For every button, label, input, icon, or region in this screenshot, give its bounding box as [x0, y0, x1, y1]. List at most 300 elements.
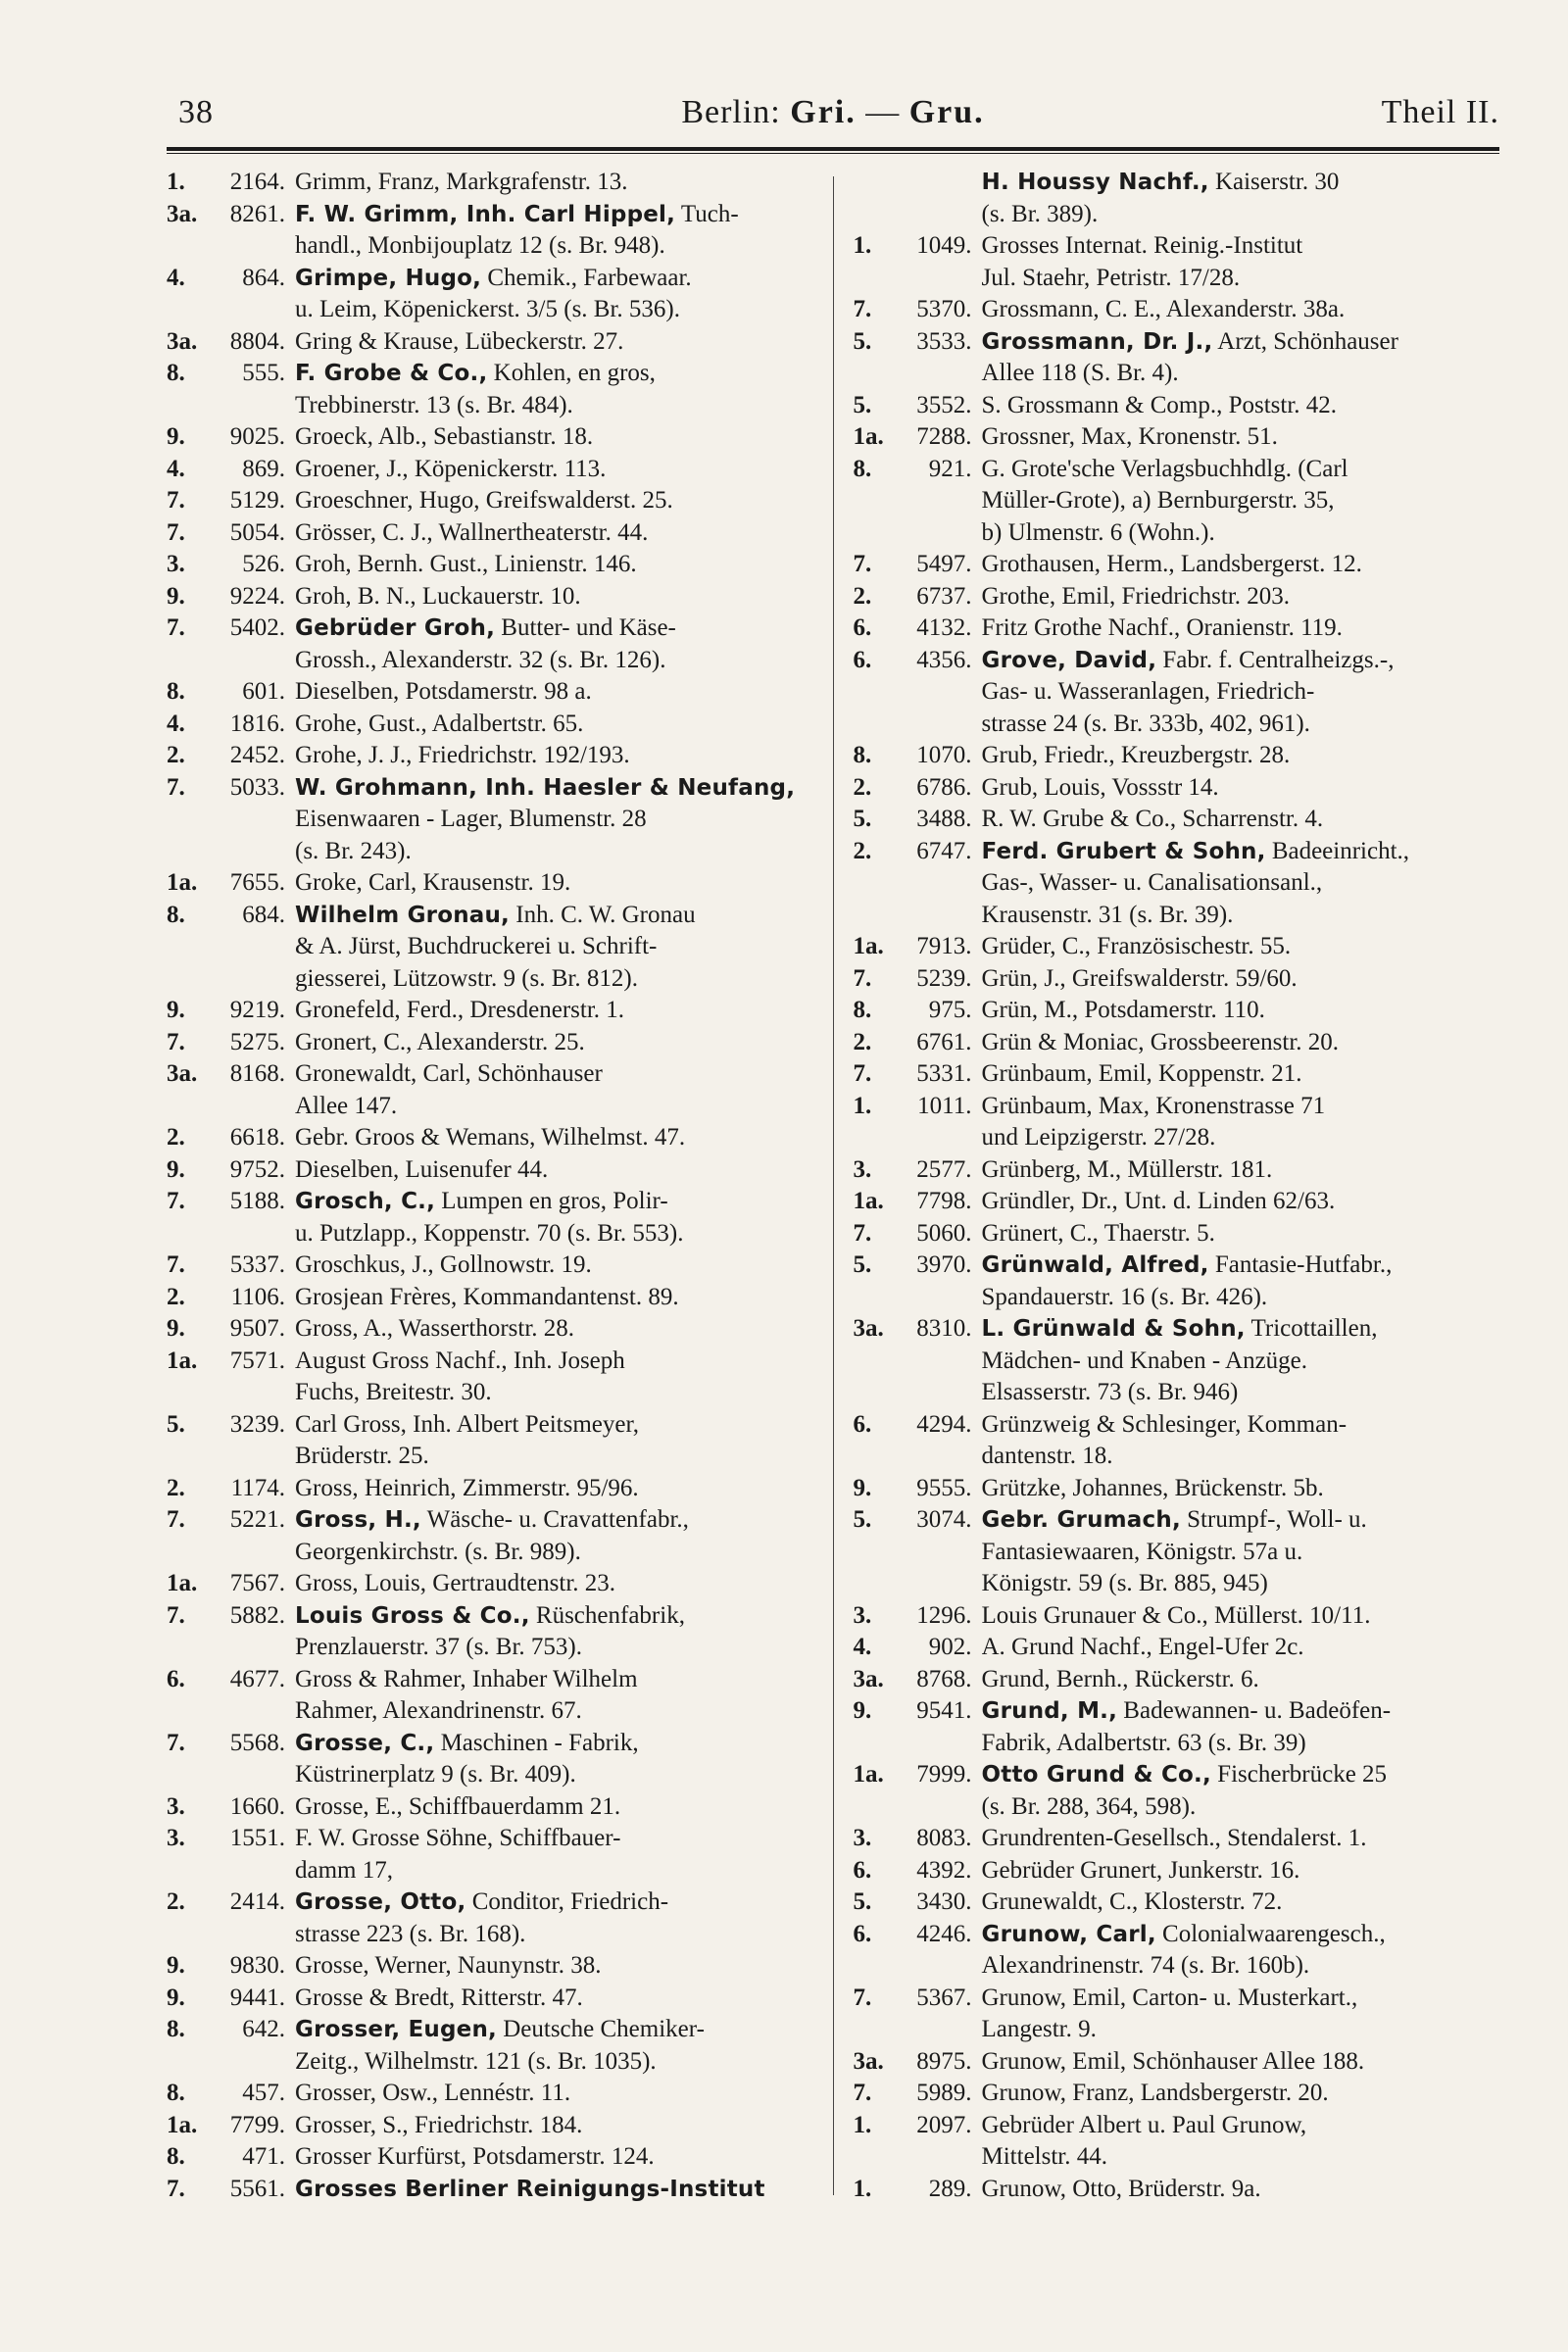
entry-text — [982, 1632, 1500, 1664]
entry-line: Gronert, C., Alexanderstr. 25. — [295, 1028, 585, 1055]
firm-name: H. Houssy Nachf., — [981, 170, 1209, 195]
entry-line: Gross, Heinrich, Zimmerstr. 95/96. — [295, 1474, 639, 1501]
directory-entry — [167, 1473, 813, 1505]
entry-continuation: Eisenwaaren - Lager, Blumenstr. 28 — [295, 806, 647, 832]
directory-entry — [854, 1218, 1500, 1250]
district-number: 3a. — [167, 327, 198, 355]
firm-name: F. W. Grimm, Inh. Carl Hippel, — [295, 201, 676, 227]
phone-number: 1106. — [230, 1283, 285, 1310]
entry-line: Gross, A., Wasserthorstr. 28. — [295, 1315, 575, 1342]
entry-text — [295, 1728, 813, 1760]
running-title — [167, 94, 1499, 131]
entry-line: Grün, J., Greifswalderstr. 59/60. — [981, 964, 1298, 992]
entry-first-line — [854, 995, 1500, 1027]
entry-first-line — [167, 1568, 813, 1600]
entry-text — [295, 199, 813, 231]
directory-entry — [854, 326, 1500, 390]
entry-text — [982, 1886, 1500, 1919]
phone-number: 7655. — [229, 869, 285, 896]
entry-line: Grunow, Emil, Carton- u. Musterkart., — [981, 1984, 1358, 2011]
entry-line: Groschkus, J., Gollnowstr. 19. — [295, 1251, 592, 1278]
entry-line: F. W. Grosse Söhne, Schiffbauer- — [295, 1825, 621, 1851]
entry-first-line — [854, 1250, 1500, 1282]
directory-entry — [167, 1186, 813, 1250]
entry-line: Gebrüder Albert u. Paul Grunow, — [981, 2111, 1307, 2138]
directory-entry — [167, 517, 813, 550]
phone-number: 2097. — [916, 2111, 972, 2138]
phone-number: 5188. — [229, 1188, 285, 1214]
entry-first-line — [167, 772, 813, 805]
directory-entry — [854, 804, 1500, 836]
entry-line: Grunow, Emil, Schönhauser Allee 188. — [981, 2047, 1365, 2075]
entry-first-line — [167, 867, 813, 900]
directory-entry — [167, 2141, 813, 2174]
district-number: 1. — [853, 2175, 872, 2202]
phone-number: 8168. — [229, 1060, 285, 1087]
directory-entry — [167, 995, 813, 1027]
header-rule — [167, 147, 1499, 151]
district-number: 9. — [167, 423, 185, 450]
entry-text — [295, 1473, 813, 1505]
entry-continuation: Zeitg., Wilhelmstr. 121 (s. Br. 1035). — [295, 2047, 657, 2075]
entry-first-line — [167, 1504, 813, 1537]
district-number: 9. — [167, 582, 185, 610]
entry-text — [982, 931, 1500, 963]
entry-text — [295, 421, 813, 454]
entry-text — [982, 2174, 1500, 2206]
directory-entry — [167, 1728, 813, 1791]
phone-number: 601. — [242, 678, 285, 705]
district-number: 8. — [167, 678, 185, 705]
volume-label: Theil II. — [1381, 94, 1499, 130]
directory-entry — [854, 2174, 1500, 2206]
phone-number: 6761. — [916, 1028, 972, 1055]
entry-text — [295, 1346, 813, 1378]
directory-entry — [167, 326, 813, 359]
entry-text — [295, 740, 813, 772]
directory-entry — [854, 1091, 1500, 1154]
directory-entry — [167, 1504, 813, 1568]
entry-text — [295, 2174, 813, 2206]
range-dash: — — [865, 94, 901, 130]
phone-number: 8804. — [229, 327, 285, 355]
entry-text — [982, 549, 1500, 581]
phone-number: 5275. — [229, 1028, 285, 1055]
firm-name: Ferd. Grubert & Sohn, — [981, 838, 1266, 864]
phone-number: 5497. — [916, 551, 972, 577]
entry-line: Kohlen, en gros, — [487, 360, 656, 386]
directory-entry — [854, 2110, 1500, 2174]
district-number: 5. — [853, 327, 872, 355]
entry-first-line — [854, 1027, 1500, 1059]
entry-first-line — [167, 2078, 813, 2110]
entry-first-line — [854, 1218, 1500, 1250]
entry-first-line — [854, 294, 1500, 326]
entry-first-line — [854, 963, 1500, 996]
directory-entry — [854, 1600, 1500, 1633]
directory-entry — [167, 1983, 813, 2015]
district-number: 3a. — [853, 1665, 884, 1692]
firm-name: Grund, M., — [981, 1698, 1118, 1724]
entry-line: Rüschenfabrik, — [529, 1601, 685, 1629]
entry-first-line — [167, 1027, 813, 1059]
phone-number: 1660. — [229, 1792, 285, 1820]
phone-number — [897, 167, 972, 199]
district-number: 9. — [853, 1474, 872, 1501]
entry-first-line — [167, 549, 813, 581]
entry-text — [982, 612, 1500, 645]
directory-entry — [854, 1632, 1500, 1664]
entry-first-line — [167, 1282, 813, 1314]
district-number: 7. — [167, 1506, 185, 1533]
entry-text — [295, 1154, 813, 1187]
entry-first-line — [854, 804, 1500, 836]
entry-text — [982, 1027, 1500, 1059]
phone-number: 642. — [242, 2016, 285, 2042]
entry-first-line — [167, 676, 813, 709]
directory-entry — [167, 900, 813, 996]
phone-number: 9224. — [229, 582, 285, 610]
entry-text — [295, 263, 813, 295]
district-number: 2. — [167, 1124, 185, 1151]
directory-page — [167, 86, 1499, 2223]
entry-first-line — [854, 581, 1500, 613]
directory-entry — [854, 390, 1500, 422]
entry-first-line — [167, 740, 813, 772]
entry-text — [982, 2110, 1500, 2142]
district-number: 5. — [853, 806, 872, 832]
district-number: 1. — [853, 232, 872, 259]
district-number: 1a. — [167, 1570, 198, 1596]
entry-text — [295, 549, 813, 581]
entry-text — [295, 2110, 813, 2142]
entry-first-line — [854, 1919, 1500, 1951]
entry-first-line — [854, 167, 1500, 199]
entry-line: Inh. C. W. Gronau — [510, 901, 696, 928]
district-number: 6. — [853, 1410, 872, 1438]
entry-first-line — [167, 1886, 813, 1919]
range-to: Gru. — [908, 94, 985, 130]
entry-line: Tricottaillen, — [1245, 1315, 1378, 1342]
entry-continuation: Alexandrinenstr. 74 (s. Br. 160b). — [981, 1952, 1310, 1979]
entry-text — [295, 900, 813, 932]
entry-text — [295, 612, 813, 645]
district-number: 5. — [167, 1410, 185, 1438]
phone-number: 4294. — [916, 1410, 972, 1438]
firm-name: Gebr. Grumach, — [981, 1507, 1181, 1533]
directory-entry — [854, 612, 1500, 645]
district-number: 8. — [853, 455, 872, 482]
entry-first-line — [854, 2174, 1500, 2206]
district-number: 7. — [853, 296, 872, 322]
district-number: 7. — [167, 1729, 185, 1756]
directory-entry — [167, 1950, 813, 1983]
phone-number: 5221. — [229, 1506, 285, 1533]
directory-entry — [167, 1664, 813, 1728]
district-number: 3. — [167, 551, 185, 577]
phone-number: 5568. — [229, 1729, 285, 1756]
directory-entry — [167, 1886, 813, 1950]
phone-number: 3533. — [916, 327, 972, 355]
entry-text — [295, 454, 813, 486]
district-number: 8. — [853, 742, 872, 768]
district-number: 6. — [853, 614, 872, 641]
entry-continuation: Königstr. 59 (s. Br. 885, 945) — [981, 1570, 1268, 1596]
entry-text — [295, 1058, 813, 1091]
entry-text — [982, 1983, 1500, 2015]
entry-continuation: strasse 24 (s. Br. 333b, 402, 961). — [981, 710, 1310, 737]
entry-line: Grossner, Max, Kronenstr. 51. — [981, 423, 1278, 450]
entry-line: R. W. Grube & Co., Scharrenstr. 4. — [981, 806, 1324, 832]
entry-line: Deutsche Chemiker- — [496, 2016, 705, 2042]
district-number: 3. — [853, 1155, 872, 1183]
district-number: 1a. — [167, 1347, 198, 1374]
entry-text — [982, 963, 1500, 996]
entry-line: Conditor, Friedrich- — [466, 1888, 669, 1915]
entry-first-line — [167, 581, 813, 613]
entry-line: Grosser Kurfürst, Potsdamerstr. 124. — [295, 2143, 655, 2170]
directory-entry — [167, 1250, 813, 1282]
entry-continuation: Gas- u. Wasseranlagen, Friedrich- — [981, 678, 1315, 705]
district-number: 2. — [167, 1888, 185, 1915]
entry-first-line — [167, 1823, 813, 1855]
entry-columns — [167, 167, 1499, 2215]
phone-number: 5402. — [229, 614, 285, 641]
entry-first-line — [167, 1791, 813, 1824]
phone-number: 975. — [928, 997, 972, 1023]
phone-number: 902. — [928, 1634, 972, 1660]
directory-entry — [167, 1058, 813, 1122]
entry-first-line — [167, 1122, 813, 1154]
entry-text — [295, 485, 813, 517]
directory-entry — [854, 772, 1500, 805]
district-number: 4. — [853, 1634, 872, 1660]
district-number: 3a. — [853, 2047, 884, 2075]
entry-text — [295, 1409, 813, 1442]
directory-entry — [854, 1886, 1500, 1919]
entry-text — [982, 645, 1500, 677]
directory-entry — [167, 2174, 813, 2206]
entry-first-line — [167, 2141, 813, 2174]
entry-first-line — [854, 1983, 1500, 2015]
directory-entry — [854, 1409, 1500, 1473]
directory-entry — [854, 645, 1500, 741]
entry-first-line — [854, 1664, 1500, 1696]
phone-number: 1551. — [229, 1825, 285, 1851]
entry-line: Groeck, Alb., Sebastianstr. 18. — [295, 423, 594, 450]
firm-name: Louis Gross & Co., — [295, 1602, 530, 1629]
entry-continuation: strasse 223 (s. Br. 168). — [295, 1920, 526, 1947]
district-number: 7. — [853, 1060, 872, 1087]
entry-text — [295, 1186, 813, 1218]
entry-first-line — [167, 326, 813, 359]
district-number: 2. — [167, 1474, 185, 1501]
entry-line: Gring & Krause, Lübeckerstr. 27. — [295, 327, 624, 355]
firm-name: Grossmann, Dr. J., — [981, 328, 1213, 355]
entry-continuation: Allee 147. — [295, 1092, 398, 1119]
entry-line: Grunow, Otto, Brüderstr. 9a. — [981, 2175, 1261, 2202]
phone-number: 5054. — [229, 518, 285, 546]
entry-line: Grüder, C., Französischestr. 55. — [981, 933, 1292, 959]
entry-text — [982, 326, 1500, 359]
directory-entry — [167, 421, 813, 454]
entry-line: Grünberg, M., Müllerstr. 181. — [981, 1155, 1273, 1183]
firm-name: Grosse, Otto, — [295, 1889, 466, 1915]
directory-entry — [167, 1346, 813, 1409]
directory-entry — [854, 1919, 1500, 1983]
directory-entry — [854, 740, 1500, 772]
firm-name: Otto Grund & Co., — [981, 1762, 1211, 1788]
district-number: 1. — [853, 1092, 872, 1119]
firm-name: Grunow, Carl, — [981, 1921, 1156, 1947]
entry-text — [295, 581, 813, 613]
entry-line: Grosse & Bredt, Ritterstr. 47. — [295, 1984, 583, 2011]
phone-number: 2414. — [229, 1888, 285, 1915]
phone-number: 9025. — [229, 423, 285, 450]
district-number: 7. — [167, 518, 185, 546]
entry-text — [982, 1058, 1500, 1091]
district-number: 4. — [167, 710, 185, 737]
entry-line: Grünzweig & Schlesinger, Komman- — [981, 1410, 1348, 1438]
directory-entry — [167, 772, 813, 868]
entry-first-line — [167, 1664, 813, 1696]
directory-entry — [854, 1250, 1500, 1313]
entry-continuation: Mittelstr. 44. — [981, 2143, 1107, 2170]
entry-line: Fritz Grothe Nachf., Oranienstr. 119. — [981, 614, 1343, 641]
entry-text — [295, 1027, 813, 1059]
entry-first-line — [854, 1186, 1500, 1218]
entry-first-line — [854, 390, 1500, 422]
entry-continuation: Spandauerstr. 16 (s. Br. 426). — [981, 1283, 1268, 1310]
entry-first-line — [167, 199, 813, 231]
phone-number: 1816. — [229, 710, 285, 737]
entry-continuation: Fantasiewaaren, Königstr. 57a u. — [981, 1538, 1303, 1565]
directory-entry — [167, 1568, 813, 1600]
phone-number: 3430. — [916, 1888, 972, 1915]
entry-line: Grosjean Frères, Kommandantenst. 89. — [295, 1283, 679, 1310]
entry-text — [295, 1791, 813, 1824]
directory-entry — [854, 167, 1500, 230]
entry-line: Chemik., Farbewaar. — [481, 264, 692, 291]
entry-first-line — [167, 1473, 813, 1505]
entry-text — [295, 1950, 813, 1983]
directory-entry — [854, 963, 1500, 996]
entry-text — [982, 1409, 1500, 1442]
directory-entry — [167, 199, 813, 263]
phone-number: 9219. — [229, 997, 285, 1023]
entry-first-line — [167, 1186, 813, 1218]
district-number: 2. — [853, 837, 872, 864]
entry-first-line — [167, 1346, 813, 1378]
directory-entry — [167, 358, 813, 421]
entry-line: Fabr. f. Centralheizgs.-, — [1156, 646, 1395, 673]
phone-number: 6786. — [916, 773, 972, 801]
district-number: 7. — [853, 551, 872, 577]
firm-name: Grosch, C., — [295, 1189, 436, 1214]
district-number: 5. — [853, 1251, 872, 1278]
phone-number: 5239. — [916, 964, 972, 992]
phone-number: 4246. — [916, 1920, 972, 1947]
firm-name: Grosses Berliner Reinigungs-Institut — [295, 2176, 765, 2202]
entry-continuation: (s. Br. 288, 364, 598). — [981, 1792, 1197, 1820]
entry-text — [982, 454, 1500, 486]
entry-first-line — [854, 836, 1500, 868]
entry-line: Grundrenten-Gesellsch., Stendalerst. 1. — [981, 1825, 1367, 1851]
entry-text — [295, 1313, 813, 1346]
entry-line: Arzt, Schönhauser — [1212, 327, 1398, 355]
entry-first-line — [167, 2174, 813, 2206]
entry-line: Grosses Internat. Reinig.-Institut — [981, 232, 1303, 259]
phone-number: 869. — [242, 455, 285, 482]
entry-first-line — [167, 1600, 813, 1633]
entry-continuation: Küstrinerplatz 9 (s. Br. 409). — [295, 1761, 576, 1788]
entry-text — [295, 867, 813, 900]
entry-first-line — [167, 2110, 813, 2142]
entry-text — [295, 709, 813, 741]
entry-text — [295, 1122, 813, 1154]
entry-text — [982, 1091, 1500, 1123]
entry-line: Gross & Rahmer, Inhaber Wilhelm — [295, 1665, 638, 1692]
directory-entry — [167, 2110, 813, 2142]
entry-text — [982, 1250, 1500, 1282]
firm-name: F. Grobe & Co., — [295, 361, 488, 386]
entry-first-line — [167, 995, 813, 1027]
directory-entry — [167, 2078, 813, 2110]
entry-first-line — [167, 1313, 813, 1346]
district-number: 2. — [853, 773, 872, 801]
entry-line: Grunow, Franz, Landsbergerstr. 20. — [981, 2080, 1329, 2106]
directory-entry — [167, 485, 813, 517]
phone-number: 684. — [242, 901, 285, 928]
entry-first-line — [854, 1313, 1500, 1346]
district-number: 7. — [853, 2080, 872, 2106]
entry-text — [295, 1983, 813, 2015]
phone-number: 5331. — [916, 1060, 972, 1087]
entry-first-line — [854, 230, 1500, 263]
entry-line: Grosse, Werner, Naunynstr. 38. — [295, 1952, 602, 1979]
directory-entry — [167, 676, 813, 709]
entry-first-line — [167, 517, 813, 550]
directory-entry — [167, 581, 813, 613]
entry-first-line — [854, 2046, 1500, 2079]
entry-text — [982, 740, 1500, 772]
entry-continuation: u. Leim, Köpenickerst. 3/5 (s. Br. 536). — [295, 296, 680, 322]
entry-text — [982, 1759, 1500, 1791]
entry-line: Grub, Friedr., Kreuzbergstr. 28. — [981, 742, 1291, 768]
firm-name: Gross, H., — [295, 1507, 421, 1533]
entry-text — [295, 167, 813, 199]
directory-entry — [854, 230, 1500, 294]
entry-first-line — [167, 612, 813, 645]
district-number: 4. — [167, 455, 185, 482]
district-number: 9. — [167, 1315, 185, 1342]
entry-continuation: Gas-, Wasser- u. Canalisationsanl., — [981, 869, 1323, 896]
phone-number: 5129. — [229, 487, 285, 514]
directory-entry — [167, 1027, 813, 1059]
district-number: 7. — [167, 1028, 185, 1055]
directory-entry — [854, 1027, 1500, 1059]
entry-line: Grohe, Gust., Adalbertstr. 65. — [295, 710, 584, 737]
entry-first-line — [854, 326, 1500, 359]
firm-name: Grimpe, Hugo, — [295, 265, 482, 291]
phone-number: 7999. — [916, 1761, 972, 1788]
entry-text — [982, 1855, 1500, 1887]
entry-text — [982, 167, 1500, 199]
entry-text — [982, 1473, 1500, 1505]
entry-first-line — [854, 1886, 1500, 1919]
entry-continuation: giesserei, Lützowstr. 9 (s. Br. 812). — [295, 964, 638, 992]
directory-entry — [167, 709, 813, 741]
